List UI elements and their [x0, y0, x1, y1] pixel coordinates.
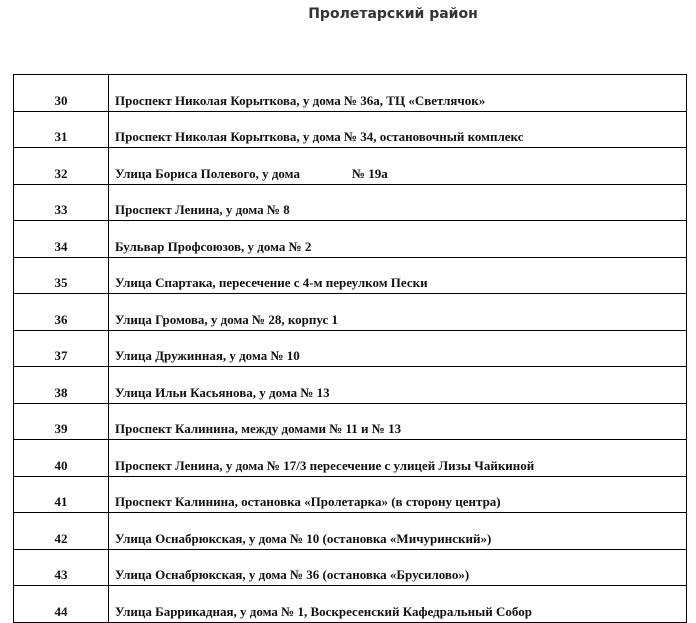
- table-row: [14, 257, 687, 294]
- table-row: [14, 403, 687, 440]
- table-row: [14, 549, 687, 586]
- row-address: Проспект Ленина, у дома № 17/3 пересечение с улицей Лизы Чайкиной: [109, 440, 687, 477]
- row-address: Проспект Николая Корыткова, у дома № 36а, ТЦ «Светлячок»: [109, 75, 687, 112]
- row-address: Улица Бориса Полевого, у дома № 19а: [109, 148, 687, 185]
- row-number: 35: [14, 257, 109, 294]
- table-row: [14, 221, 687, 258]
- row-number: 42: [14, 513, 109, 550]
- row-number: 43: [14, 549, 109, 586]
- row-address: Улица Баррикадная, у дома № 1, Воскресенский Кафедральный Собор: [109, 586, 687, 623]
- row-address: Улица Дружинная, у дома № 10: [109, 330, 687, 367]
- row-address: Проспект Калинина, остановка «Пролетарка» (в сторону центра): [109, 476, 687, 513]
- table-row: [14, 75, 687, 112]
- page-title: Пролетарский район: [308, 6, 478, 22]
- row-number: 41: [14, 476, 109, 513]
- row-address: Проспект Николая Корыткова, у дома № 34, остановочный комплекс: [109, 111, 687, 148]
- row-address: Бульвар Профсоюзов, у дома № 2: [109, 221, 687, 258]
- row-address: Улица Спартака, пересечение с 4-м переулком Пески: [109, 257, 687, 294]
- table-row: [14, 367, 687, 404]
- locations-table: [13, 74, 687, 623]
- row-number: 40: [14, 440, 109, 477]
- table-row: [14, 440, 687, 477]
- row-address: Улица Громова, у дома № 28, корпус 1: [109, 294, 687, 331]
- row-number: 30: [14, 75, 109, 112]
- row-number: 36: [14, 294, 109, 331]
- table-row: [14, 330, 687, 367]
- row-address: Проспект Ленина, у дома № 8: [109, 184, 687, 221]
- table-row: [14, 513, 687, 550]
- row-number: 34: [14, 221, 109, 258]
- row-number: 44: [14, 586, 109, 623]
- table-row: [14, 476, 687, 513]
- row-number: 38: [14, 367, 109, 404]
- row-number: 33: [14, 184, 109, 221]
- row-number: 39: [14, 403, 109, 440]
- table-row: [14, 586, 687, 623]
- table-row: [14, 294, 687, 331]
- row-address: Проспект Калинина, между домами № 11 и № 13: [109, 403, 687, 440]
- row-address: Улица Ильи Касьянова, у дома № 13: [109, 367, 687, 404]
- row-number: 32: [14, 148, 109, 185]
- table-row: [14, 184, 687, 221]
- row-number: 31: [14, 111, 109, 148]
- table-row: [14, 148, 687, 185]
- table-row: [14, 111, 687, 148]
- row-address: Улица Оснабрюкская, у дома № 10 (остановка «Мичуринский»): [109, 513, 687, 550]
- row-address: Улица Оснабрюкская, у дома № 36 (остановка «Брусилово»): [109, 549, 687, 586]
- row-number: 37: [14, 330, 109, 367]
